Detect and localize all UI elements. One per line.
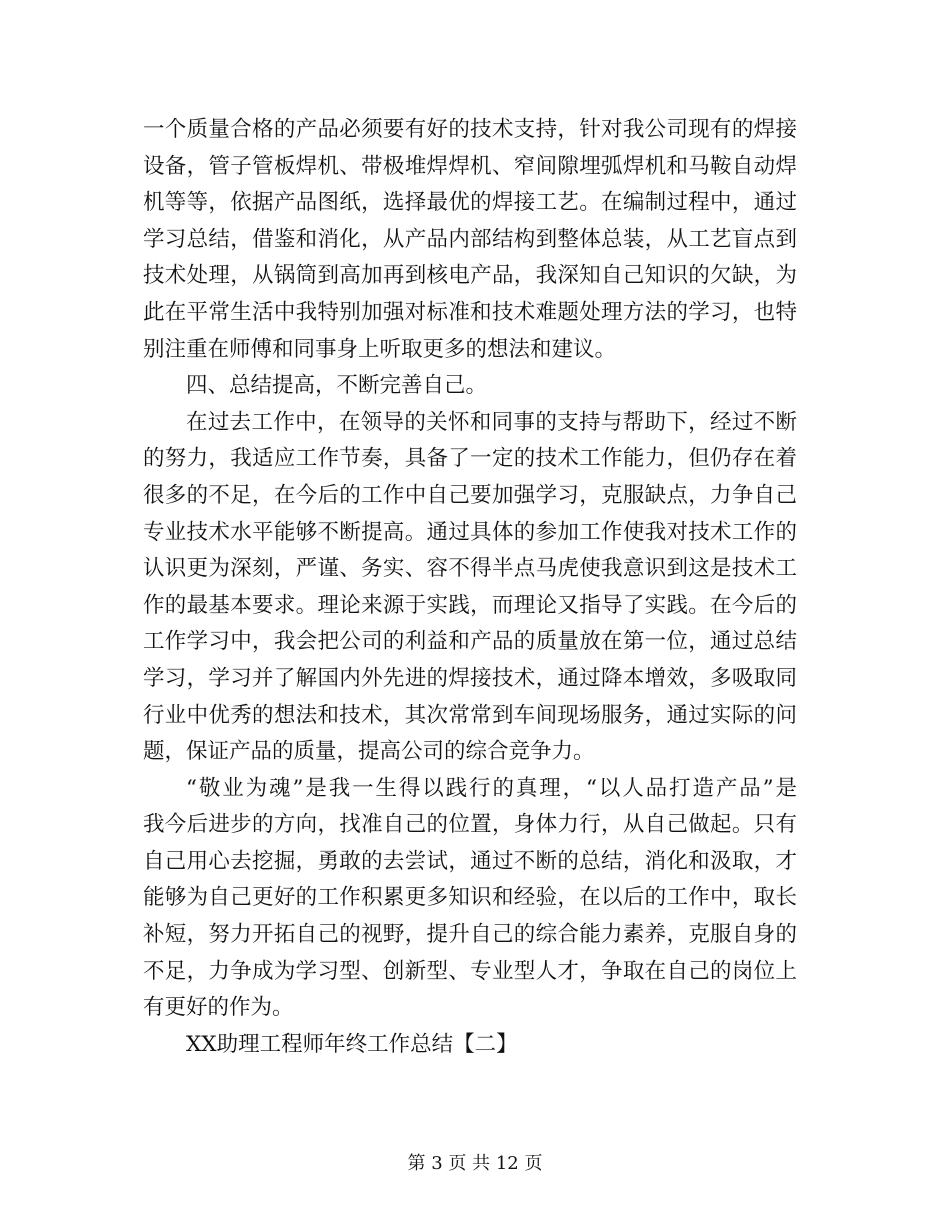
paragraph-line: 在过去工作中，在领导的关怀和同事的支持与帮助下，经过不断 [186,409,797,435]
paragraph-line: “敬业为魂”是我一生得以践行的真理，“以人品打造产品”是 [186,775,797,801]
paragraph-2 [143,405,797,771]
paragraph-line: 认识更为深刻，严谨、务实、容不得半点马虎使我意识到这是技术工 [143,556,797,582]
paragraph-line: 学习，学习并了解国内外先进的焊接技术，通过降本增效，多吸取同 [143,665,797,691]
paragraph-line: 我今后进步的方向，找准自己的位置，身体力行，从自己做起。只有 [143,812,797,838]
paragraph-line: 题，保证产品的质量，提高公司的综合竞争力。 [143,739,595,765]
paragraph-line: 别注重在师傅和同事身上听取更多的想法和建议。 [143,336,617,362]
section-heading-text: 四、总结提高，不断完善自己。 [186,373,488,399]
next-section-title [143,1027,797,1064]
paragraph-line: 自己用心去挖掘，勇敢的去尝试，通过不断的总结，消化和汲取，才 [143,848,797,874]
paragraph-line: 作的最基本要求。理论来源于实践，而理论又指导了实践。在今后的 [143,592,797,618]
paragraph-1 [143,112,797,368]
paragraph-line: 此在平常生活中我特别加强对标准和技术难题处理方法的学习，也特 [143,299,797,325]
next-section-title-text: XX助理工程师年终工作总结【二】 [186,1031,518,1057]
paragraph-line: 能够为自己更好的工作积累更多知识和经验，在以后的工作中，取长 [143,885,797,911]
paragraph-line: 行业中优秀的想法和技术，其次常常到车间现场服务，通过实际的问 [143,702,797,728]
paragraph-line: 学习总结，借鉴和消化，从产品内部结构到整体总装，从工艺盲点到 [143,226,797,252]
paragraph-line: 一个质量合格的产品必须要有好的技术支持，针对我公司现有的焊接 [143,117,797,142]
paragraph-line: 很多的不足，在今后的工作中自己要加强学习，克服缺点，力争自己 [143,482,797,508]
paragraph-line: 设备，管子管板焊机、带极堆焊焊机、窄间隙埋弧焊机和马鞍自动焊 [143,153,797,179]
document-body [143,112,797,1063]
section-heading [143,368,797,405]
paragraph-line: 补短，努力开拓自己的视野，提升自己的综合能力素养，克服自身的 [143,922,797,948]
page-number-footer: 第 3 页 共 12 页 [407,1153,543,1174]
paragraph-line: 有更好的作为。 [143,995,294,1021]
paragraph-line: 技术处理，从锅筒到高加再到核电产品，我深知自己知识的欠缺，为 [143,263,797,289]
paragraph-line: 不足，力争成为学习型、创新型、专业型人才，争取在自己的岗位上 [143,958,797,984]
paragraph-line: 机等等，依据产品图纸，选择最优的焊接工艺。在编制过程中，通过 [143,190,797,216]
paragraph-line: 专业技术水平能够不断提高。通过具体的参加工作使我对技术工作的 [143,519,797,545]
paragraph-3 [143,771,797,1027]
paragraph-line: 工作学习中，我会把公司的利益和产品的质量放在第一位，通过总结 [143,629,797,655]
paragraph-line: 的努力，我适应工作节奏，具备了一定的技术工作能力，但仍存在着 [143,446,797,472]
